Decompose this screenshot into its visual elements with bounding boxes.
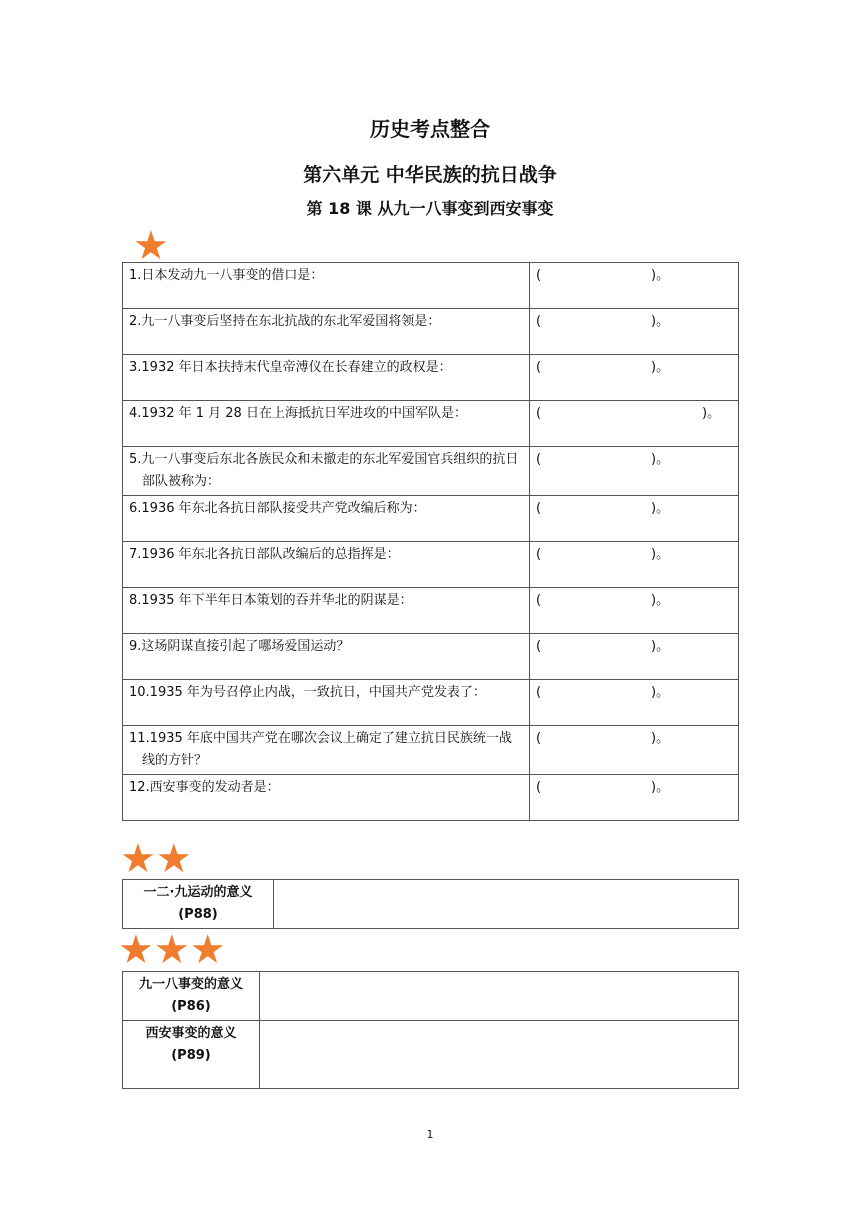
star-rating-3: ★★★ — [118, 927, 226, 973]
answer-blank[interactable]: ( )。 — [530, 263, 739, 309]
question-text: 6.1936 年东北各抗日部队接受共产党改编后称为： — [123, 496, 530, 542]
question-text: 9.这场阴谋直接引起了哪场爱国运动？ — [123, 634, 530, 680]
table-row — [123, 355, 739, 401]
answer-blank[interactable]: ( )。 — [530, 726, 739, 775]
question-text: 1.日本发动九一八事变的借口是： — [123, 263, 530, 309]
question-text: 12.西安事变的发动者是： — [123, 775, 530, 821]
answer-blank[interactable]: ( )。 — [530, 401, 739, 447]
answer-area[interactable] — [274, 880, 739, 929]
star-rating-1: ★ — [133, 223, 169, 269]
question-table — [122, 262, 739, 821]
significance-table-1 — [122, 879, 739, 929]
answer-area[interactable] — [260, 1021, 739, 1089]
table-row — [123, 634, 739, 680]
table-row — [123, 496, 739, 542]
table-row — [123, 447, 739, 496]
table-row — [123, 726, 739, 775]
table-row — [123, 588, 739, 634]
table-row — [123, 1021, 739, 1089]
table-row — [123, 775, 739, 821]
answer-blank[interactable]: ( )。 — [530, 355, 739, 401]
topic-label: 九一八事变的意义 (P86) — [123, 972, 260, 1021]
significance-table-2 — [122, 971, 739, 1089]
topic-label: 一二·九运动的意义 (P88) — [123, 880, 274, 929]
answer-blank[interactable]: ( )。 — [530, 775, 739, 821]
answer-blank[interactable]: ( )。 — [530, 309, 739, 355]
answer-blank[interactable]: ( )。 — [530, 634, 739, 680]
table-row — [123, 263, 739, 309]
answer-area[interactable] — [260, 972, 739, 1021]
answer-blank[interactable]: ( )。 — [530, 496, 739, 542]
lesson-title: 第 18 课 从九一八事变到西安事变 — [306, 199, 554, 218]
table-row — [123, 880, 739, 929]
answer-blank[interactable]: ( )。 — [530, 447, 739, 496]
answer-blank[interactable]: ( )。 — [530, 542, 739, 588]
question-text: 5.九一八事变后东北各族民众和未撤走的东北军爱国官兵组织的抗日部队被称为： — [123, 447, 530, 496]
question-text: 4.1932 年 1 月 28 日在上海抵抗日军进攻的中国军队是： — [123, 401, 530, 447]
table-row — [123, 309, 739, 355]
answer-blank[interactable]: ( )。 — [530, 588, 739, 634]
question-text: 8.1935 年下半年日本策划的吞并华北的阴谋是： — [123, 588, 530, 634]
table-row — [123, 680, 739, 726]
star-rating-2: ★★ — [120, 836, 192, 882]
question-text: 10.1935 年为号召停止内战，一致抗日，中国共产党发表了： — [123, 680, 530, 726]
table-row — [123, 542, 739, 588]
table-row — [123, 401, 739, 447]
question-text: 3.1932 年日本扶持末代皇帝溥仪在长春建立的政权是： — [123, 355, 530, 401]
doc-title: 历史考点整合 — [370, 117, 490, 141]
table-row — [123, 972, 739, 1021]
question-text: 2.九一八事变后坚持在东北抗战的东北军爱国将领是： — [123, 309, 530, 355]
question-text: 7.1936 年东北各抗日部队改编后的总指挥是： — [123, 542, 530, 588]
answer-blank[interactable]: ( )。 — [530, 680, 739, 726]
question-text: 11.1935 年底中国共产党在哪次会议上确定了建立抗日民族统一战线的方针？ — [123, 726, 530, 775]
page-number: 1 — [426, 1128, 434, 1141]
unit-title: 第六单元 中华民族的抗日战争 — [303, 164, 557, 186]
topic-label: 西安事变的意义 (P89) — [123, 1021, 260, 1089]
